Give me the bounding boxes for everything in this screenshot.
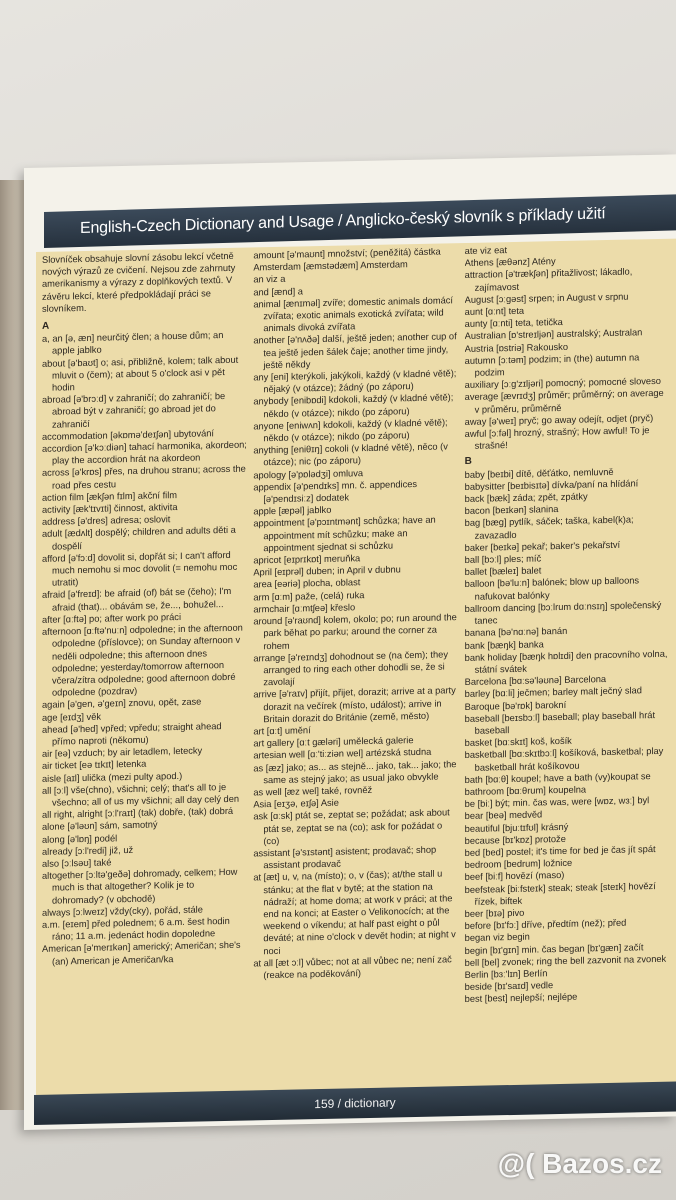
column-3 [465,241,670,1089]
dictionary-entry: best [best] nejlepší; nejlépe [464,992,578,1005]
dictionary-entry: bed [bed] postel; it's time for bed je čas jít spát [464,843,656,858]
dictionary-entry: American [ə'merɪkən] americký; Američan; she's (an) American je Američan/ka [42,940,241,967]
dictionary-entry: bathroom [bɑːθrum] koupelna [464,784,587,797]
dictionary-entry: ball [bɔːl] ples; míč [464,553,542,566]
dictionary-entry: Baroque [bə'rɒk] barokní [464,699,567,712]
dictionary-entry: aunt [ɑːnt] teta [464,305,525,318]
dictionary-entry: always [ɔːlweɪz] vždy(cky), pořád, stále [42,904,203,918]
dictionary-entry: beef [biːf] hovězí (maso) [464,870,565,883]
dictionary-entry: bank holiday [bæŋk hɒlɪdi] den pracovního volna, státní svátek [464,648,668,675]
dictionary-entry: as [æz] jako; as... as stejně... jako, tak... jako; the same as stejný jako; as usual jako obvykle [253,758,457,785]
dictionary-entry: babysitter [beɪbisɪtə] dívka/paní na hlídání [464,478,639,492]
dictionary-entry: April [eɪprəl] duben; in April v dubnu [253,564,401,578]
entry-list [253,245,458,981]
dictionary-entry: be [biː] být; min. čas was, were [wɒz, wɜː] byl [464,795,650,810]
dictionary-entry: away [ə'weɪ] pryč; go away odejít, odjet (pryč) [464,412,654,427]
dictionary-entry: ballet [bæleɪ] balet [464,565,542,578]
entry-list [42,329,247,968]
dictionary-entry: baby [beɪbi] dítě, děťátko, nemluvně [464,466,614,480]
dictionary-entry: ate viz eat [464,245,508,257]
dictionary-entry: accordion [ə'kɔːdiən] tahací harmonika, akordeon; play the accordion hrát na akordeon [42,439,247,466]
dictionary-entry: beside [bɪ'saɪd] vedle [464,980,554,993]
dictionary-entry: ahead [ə'hed] vpřed; vpředu; straight ahead přímo naproti (někomu) [42,720,222,747]
dictionary-entry: armchair [ɑːmtʃeə] křeslo [253,602,356,615]
dictionary-entry: at [æt] u, v, na (místo); o, v (čas); at/the stall u stánku; at the flat v bytě; at the station na nádraží; at home doma; at work v práci; at the end na konci; at Easter o Velikonocích; at the weekend o víkendu; at half past eight o půl deváté; at nine o'clock v devět hodin; at night v noci [253,868,456,956]
dictionary-entry: area [eəriə] plocha, oblast [253,577,361,590]
dictionary-entry: basketball [bɑːskɪtbɔːl] košíková, basketbal; play basketball hrát košíkovou [464,746,664,773]
dictionary-entry: as well [æz wel] také, rovněž [253,784,373,798]
dictionary-entry: altogether [ɔːltə'geðə] dohromady, celkem; How much is that altogether? Kolik je to dohromady? (v obchodě) [42,866,238,906]
dictionary-entry: an viz a [253,274,286,285]
dictionary-entry: across [ə'krɒs] přes, na druhou stranu; across the road přes cestu [42,464,246,491]
dictionary-entry: aisle [aɪl] ulička (mezi pulty apod.) [42,770,183,784]
dictionary-entry: bank [bæŋk] banka [464,638,544,651]
dictionary-entry: appendix [ə'pendɪks] mn. č. appendices [ə'pendɪsiːz] dodatek [253,478,418,505]
dictionary-entry: baseball [beɪsbɔːl] baseball; play baseball hrát baseball [464,709,656,736]
dictionary-entry: beautiful [bjuːtɪfʊl] krásný [464,821,569,834]
dictionary-entry: address [ə'dres] adresa; oslovit [42,514,171,528]
dictionary-entry: banana [bə'nɑːnə] banán [464,626,568,639]
dictionary-entry: apricot [eɪprɪkɒt] meruňka [253,553,361,566]
dictionary-entry: began viz begin [464,932,530,944]
dictionary-entry: adult [ædʌlt] dospělý; children and adults děti a dospělí [42,525,236,552]
dictionary-entry: Berlin [bɜː'lɪn] Berlín [464,968,548,981]
dictionary-entry: bacon [beɪkən] slanina [464,504,559,517]
dictionary-entry: age [eɪdʒ] věk [42,711,102,723]
section-letter: B [464,456,472,468]
dictionary-entry: Athens [æθənz] Atény [464,256,556,269]
page-footer: 159 / dictionary [34,1082,676,1125]
dictionary-entry: all [ɔːl] vše(chno), všichni; celý; that's all to je všechno; all of us my všichni; all day celý den [42,781,240,808]
column-1 [42,250,247,1098]
dictionary-entry: about [ə'baʊt] o; asi, přibližně, kolem; talk about mluvit o (čem); at about 5 o'clock asi v pět hodin [42,354,239,393]
dictionary-entry: art gallery [ɑːt gæləri] umělecká galerie [253,735,414,749]
dictionary-entry: back [bæk] záda; zpět, zpátky [464,491,588,505]
dictionary-entry: amount [ə'maʊnt] množství; (peněžitá) částka [253,246,441,261]
dictionary-entry: assistant [ə'sɪstənt] asistent; prodavač; shop assistant prodavač [253,844,437,871]
dictionary-entry: afraid [ə'freɪd]: be afraid (of) bát se (čeho); I'm afraid (that)... obávám se, že..., bohužel... [42,586,232,613]
dictionary-entry: abroad [ə'brɔːd] v zahraničí; do zahraničí; be abroad být v zahraničí; go abroad jet do zahraničí [42,391,226,430]
dictionary-columns [36,237,676,1102]
dictionary-entry: already [ɔːl'redi] již, už [42,844,134,857]
dictionary-entry: animal [ænɪməl] zvíře; domestic animals domácí zvířata; exotic animals exotická zvířata; wild animals divoká zvířata [253,295,453,334]
dictionary-entry: air ticket [eə tɪkɪt] letenka [42,759,147,772]
dictionary-entry: Austria [ɒstriə] Rakousko [464,341,568,354]
dictionary-entry: bear [beə] medvěd [464,809,543,822]
dictionary-entry: bath [bɑːθ] koupel; have a bath (vy)koupat se [464,770,651,785]
dictionary-entry: attraction [ə'trækʃən] přitažlivost; lákadlo, zajímavost [464,266,633,293]
dictionary-entry: average [ævrɪdʒ] průměr; průměrný; on average v průměru, průměrně [464,388,664,415]
dictionary-entry: because [bɪ'kɒz] protože [464,833,566,846]
dictionary-entry: Asia [eɪʒə, eɪʃə] Asie [253,797,339,810]
dictionary-entry: basket [bɑːskɪt] koš, košík [464,735,572,749]
section-letter: A [42,320,50,332]
dictionary-entry: arrange [ə'reɪndʒ] dohodnout se (na čem); they arranged to ring each other dohodli se, že si zavolají [253,649,448,688]
column-intro: Slovníček obsahuje slovní zásobu lekcí včetně nových výrazů ze cvičení. Nejsou zde zahrnuty amerikanismy a výrazy z doplňkových textů. V závěru lekcí, které předpokládají práci se slovníkem. [42,250,236,314]
dictionary-entry: at all [æt ɔːl] vůbec; not at all vůbec ne; není zač (reakce na poděkování) [253,954,452,981]
dictionary-entry: action film [ækʃən fɪlm] akční film [42,489,178,503]
entry-list [465,464,670,1005]
dictionary-entry: a, an [ə, æn] neurčitý člen; a house dům; an apple jablko [42,330,224,357]
dictionary-entry: Australian [ɒ'streɪljən] australský; Australan [464,327,643,342]
dictionary-entry: balloon [bə'luːn] balónek; blow up balloons nafukovat balónky [464,575,640,602]
page-title: English-Czech Dictionary and Usage / Anglicko-český slovník s příklady užití [44,193,676,248]
entry-list [465,241,670,453]
watermark: @( Bazos.cz [497,1148,662,1179]
dictionary-entry: awful [ɔːfəl] hrozný, strašný; How awful! To je strašné! [464,425,650,452]
dictionary-entry: aunty [ɑːnti] teta, tetička [464,317,563,330]
dictionary-entry: activity [æk'tɪvɪti] činnost, aktivita [42,502,178,515]
dictionary-entry: auxiliary [ɔːg'zɪljəri] pomocný; pomocné sloveso [464,376,661,391]
dictionary-entry: Barcelona [bɑːsə'ləʊnə] Barcelona [464,674,607,688]
dictionary-entry: alone [ə'ləʊn] sám, samotný [42,819,158,833]
dictionary-entry: arrive [ə'raɪv] přijít, přijet, dorazit; arrive at a party dorazit na večírek (místo, událost); arrive in Britain dorazit do Británie (země, město) [253,685,456,724]
dictionary-entry: along [ə'lɒŋ] podél [42,832,118,845]
dictionary-entry: all right, alright [ɔːl'raɪt] (tak) dobře, (tak) dobrá [42,806,234,821]
dictionary-entry: appointment [ə'pɔɪntmənt] schůzka; have an appointment mít schůzku; make an appointment sjednat si schůzku [253,515,436,554]
dictionary-entry: accommodation [əkɒmə'deɪʃən] ubytování [42,428,215,442]
dictionary-entry: artesian well [ɑː'tiːziən wel] artézská studna [253,747,432,761]
dictionary-entry: around [ə'raʊnd] kolem, okolo; po; run around the park běhat po parku; around the corner za rohem [253,612,457,651]
dictionary-entry: arm [ɑːm] paže, (celá) ruka [253,589,365,603]
dictionary-entry: Amsterdam [æmstədæm] Amsterdam [253,259,408,273]
dictionary-entry: beer [bɪə] pivo [464,907,525,919]
dictionary-entry: afford [ə'fɔːd] dovolit si, dopřát si; I can't afford much nemohu si moc dovolit (= nemohu moc utratit) [42,549,238,588]
dictionary-entry: a.m. [eɪem] před polednem; 6 a.m. šest hodin ráno; 11 a.m. jedenáct hodin dopoledne [42,915,230,942]
dictionary-entry: bag [bæg] pytlík, sáček; taška, kabel(k)a; zavazadlo [464,514,634,541]
dictionary-entry: bedroom [bedrum] ložnice [464,857,573,871]
dictionary-entry: before [bɪ'fɔː] dříve, předtím (než); před [464,917,627,932]
dictionary-entry: any [eni] kterýkoli, jakýkoli, každý (v kladné větě); nějaký (v otázce); žádný (po záporu) [253,368,457,395]
dictionary-entry: bell [bel] zvonek; ring the bell zazvonit na zvonek [464,953,667,968]
dictionary-entry: apology [ə'pɒlədʒi] omluva [253,467,364,481]
dictionary-entry: apple [æpəl] jablko [253,505,332,517]
dictionary-entry: beefsteak [biːfsteɪk] steak; steak [steɪk] hovězí řízek, biftek [464,880,656,907]
dictionary-entry: baker [beɪkə] pekař; baker's pekařství [464,539,621,553]
dictionary-entry: anything [eniθɪŋ] cokoli (v kladné větě), něco (v otázce); nic (po záporu) [253,441,448,468]
dictionary-entry: after [ɑːftə] po; after work po práci [42,611,182,625]
dictionary-entry: ask [ɑːsk] ptát se, zeptat se; požádat; ask about ptát se, zeptat se na (co); ask for požádat o (co) [253,807,450,846]
dictionary-entry: begin [bɪ'gɪn] min. čas began [bɪ'gæn] začít [464,941,644,956]
dictionary-entry: another [ə'nʌðə] další, ještě jeden; another cup of tea ještě jeden šálek čaje; another time jindy, ještě někdy [253,331,457,371]
dictionary-entry: barley [bɑːli] ječmen; barley malt ječný slad [464,685,642,700]
dictionary-entry: autumn [ɔːtəm] podzim; in (the) autumn na podzim [464,352,640,378]
dictionary-entry: anyone [eniwʌn] kdokoli, každý (v kladné větě); někdo (v otázce); nikdo (po záporu) [253,417,448,444]
dictionary-entry: ballroom dancing [bɔːlrum dɑːnsɪŋ] společenský tanec [464,599,662,626]
dictionary-entry: and [ænd] a [253,286,303,298]
dictionary-entry: again [ə'gen, ə'geɪn] znovu, opět, zase [42,696,202,711]
dictionary-entry: also [ɔːlsəʊ] také [42,857,112,869]
column-2 [253,245,458,1093]
dictionary-entry: anybody [enibɒdi] kdokoli, každý (v kladné větě); někdo (v otázce); nikdo (po záporu) [253,392,454,419]
dictionary-entry: August [ɔːgəst] srpen; in August v srpnu [464,291,629,305]
dictionary-entry: afternoon [ɑːftə'nuːn] odpoledne; in the afternoon odpoledne (příslovce); on Sunday afternoon v neděli odpoledne; this afternoon dnes odpoledne; yesterday/tomorrow afternoon včera/zítra odpoledne; good afternoon dobré odpoledne (pozdrav) [42,622,243,698]
dictionary-entry: art [ɑːt] umění [253,725,311,737]
dictionary-entry: air [eə] vzduch; by air letadlem, letecky [42,745,203,759]
